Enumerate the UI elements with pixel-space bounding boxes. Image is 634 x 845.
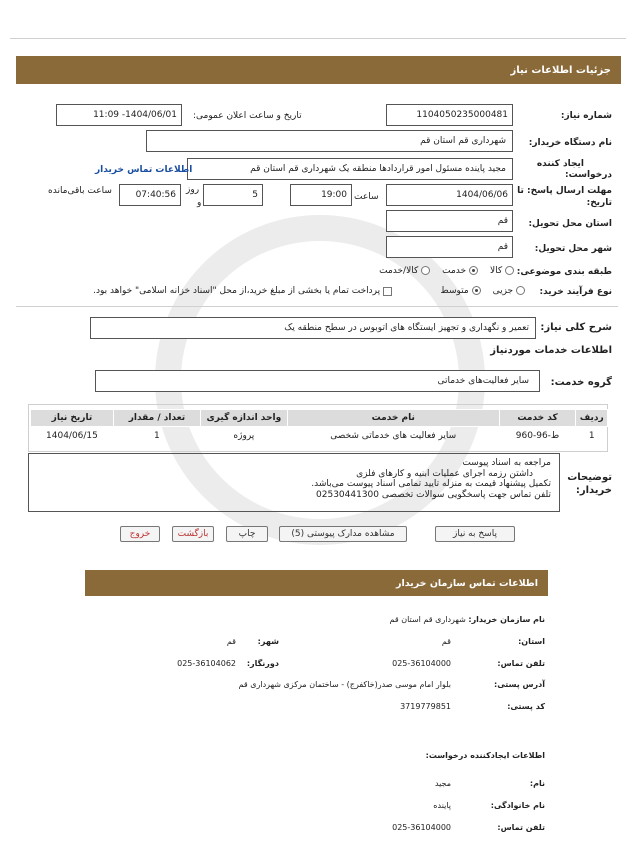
creator-label-1: ایجاد کننده — [536, 159, 584, 169]
contact-title: اطلاعات تماس سازمان خریدار — [395, 577, 538, 589]
reply-button[interactable]: پاسخ به نیاز — [435, 526, 515, 542]
process-label: نوع فرآیند خرید: — [539, 287, 612, 297]
summary-label: شرح کلی نیاز: — [540, 322, 612, 333]
hour-label: ساعت — [354, 192, 379, 202]
contact-phone-value: 025-36104000 — [392, 659, 451, 668]
table-row — [31, 427, 608, 446]
need-number-field — [386, 104, 513, 126]
city-label: شهر محل تحویل: — [534, 244, 612, 254]
days-label: روز — [186, 185, 200, 195]
cell-service-name: سایر فعالیت های خدماتی شخصی — [330, 431, 457, 441]
category-option-goods[interactable] — [490, 266, 514, 276]
page-title: جزئیات اطلاعات نیاز — [510, 64, 611, 76]
contact-address-label: آدرس پستی: — [494, 680, 545, 689]
creator-field — [187, 158, 513, 180]
contact-postal-label: کد پستی: — [507, 702, 545, 711]
province-label: استان محل تحویل: — [528, 219, 612, 229]
service-group-value: سایر فعالیت‌های خدماتی — [437, 376, 529, 386]
notes-label-2: خریدار: — [575, 485, 612, 496]
creator-info-title: اطلاعات ایجادکننده درخواست: — [425, 751, 545, 760]
deadline-date-value: 1404/06/06 — [456, 190, 508, 200]
creator-phone-value: 025-36104000 — [392, 823, 451, 832]
summary-divider — [16, 306, 618, 307]
remaining-label: ساعت باقی‌مانده — [48, 186, 112, 196]
buyer-org-value: شهرداری قم استان قم — [420, 136, 506, 146]
view-attachments-button[interactable]: مشاهده مدارک پیوستی (5) — [279, 526, 407, 542]
top-divider — [10, 38, 626, 39]
creator-name-label: نام: — [529, 779, 545, 788]
need-number-label: شماره نیاز: — [560, 111, 612, 121]
items-table — [30, 409, 608, 445]
days-value: 5 — [252, 190, 258, 200]
process-option-small[interactable] — [493, 286, 525, 296]
deadline-label-2: تاریخ: — [586, 198, 612, 208]
col-service-code: کد خدمت — [499, 410, 576, 427]
back-button[interactable]: بازگشت — [172, 526, 214, 542]
col-need-date: تاریخ نیاز — [31, 410, 114, 427]
announce-label: تاریخ و ساعت اعلان عمومی: — [193, 111, 302, 121]
category-option-both[interactable] — [379, 266, 430, 276]
city-field — [386, 236, 513, 258]
contact-address-value: بلوار امام موسی صدر(خاکفرج) - ساختمان مرکزی شهرداری قم — [238, 680, 451, 689]
creator-name-value: مجید — [434, 779, 451, 788]
category-option-service[interactable] — [442, 266, 478, 276]
deadline-time-value: 19:00 — [321, 190, 347, 200]
print-button[interactable]: چاپ — [226, 526, 268, 542]
notes-line: داشتن رزمه اجرای عملیات ابنیه و کارهای فلزی — [356, 468, 533, 479]
cell-unit: پروژه — [233, 431, 255, 441]
radio-icon — [421, 266, 430, 275]
and-label: و — [197, 198, 202, 208]
col-service-name: نام خدمت — [287, 410, 499, 427]
service-group-field — [95, 370, 540, 392]
province-value: قم — [497, 216, 508, 226]
process-option-medium[interactable] — [440, 286, 480, 296]
col-row-number: ردیف — [576, 410, 608, 427]
contact-phone-label: تلفن تماس: — [497, 659, 545, 668]
col-unit: واحد اندازه گیری — [200, 410, 287, 427]
process-option-medium-label: متوسط — [440, 286, 469, 296]
category-options — [334, 264, 514, 278]
category-option-service-label: خدمت — [442, 266, 467, 276]
deadline-date-field — [386, 184, 513, 206]
notes-line: مراجعه به اسناد پیوست — [462, 458, 551, 468]
remaining-time-field — [119, 184, 181, 206]
contact-province-value: قم — [441, 637, 451, 646]
category-option-both-label: کالا/خدمت — [379, 266, 419, 276]
service-group-label: گروه خدمت: — [550, 377, 612, 388]
creator-label-2: درخواست: — [565, 170, 612, 180]
contact-org-value: شهرداری قم استان قم — [389, 615, 466, 624]
notes-label-1: توضیحات — [567, 472, 612, 483]
col-quantity: تعداد / مقدار — [113, 410, 200, 427]
need-number-value: 1104050235000481 — [416, 110, 508, 120]
summary-value: تعمیر و نگهداری و تجهیز ایستگاه های اتوبوس در سطح منطقه یک — [284, 323, 529, 333]
payment-note — [54, 284, 392, 298]
remaining-time-value: 07:40:56 — [135, 190, 176, 200]
cell-row-number: 1 — [588, 431, 595, 441]
radio-selected-icon — [472, 286, 481, 295]
creator-family-label: نام خانوادگی: — [490, 801, 545, 810]
contact-fax-value: 025-36104062 — [177, 659, 236, 668]
creator-family-value: پاینده — [433, 801, 451, 810]
deadline-label-1: مهلت ارسال پاسخ: تا — [517, 186, 612, 196]
category-option-goods-label: کالا — [489, 266, 503, 276]
page-header — [16, 56, 621, 84]
exit-button[interactable]: خروج — [120, 526, 160, 542]
radio-icon — [516, 286, 525, 295]
category-label: طبقه بندی موضوعی: — [516, 267, 612, 277]
contact-org-label: نام سازمان خریدار: — [468, 615, 545, 624]
creator-phone-label: تلفن تماس: — [497, 823, 545, 832]
notes-line: تکمیل پیشنهاد قیمت به منزله تایید تمامی اسناد پیوست می‌باشد. — [311, 479, 551, 489]
notes-line: تلفن تماس جهت پاسخگویی سوالات تخصصی 02530441300 — [316, 489, 551, 500]
province-field — [386, 210, 513, 232]
radio-icon — [505, 266, 514, 275]
announce-field — [56, 104, 182, 126]
contact-city-value: قم — [226, 637, 236, 646]
checkbox-icon[interactable] — [383, 287, 392, 296]
radio-selected-icon — [469, 266, 478, 275]
contact-province-label: استان: — [518, 637, 545, 646]
contact-buyer-link[interactable]: اطلاعات تماس خریدار — [95, 165, 193, 175]
notes-box — [28, 453, 560, 512]
contact-fax-label: دورنگار: — [246, 659, 279, 668]
deadline-time-field — [290, 184, 352, 206]
contact-city-label: شهر: — [257, 637, 279, 646]
days-field — [203, 184, 263, 206]
contact-header — [85, 570, 548, 596]
process-options — [380, 284, 525, 298]
cell-quantity: 1 — [154, 431, 160, 441]
process-option-small-label: جزیی — [492, 286, 514, 296]
contact-postal-value: 3719779851 — [400, 702, 451, 711]
payment-note-text: پرداخت تمام یا بخشی از مبلغ خرید،از محل "اسناد خزانه اسلامی" خواهد بود. — [93, 286, 381, 296]
table-header-row — [31, 410, 608, 427]
buyer-org-label: نام دستگاه خریدار: — [528, 138, 612, 148]
cell-service-code: ط-96-960 — [515, 431, 560, 441]
announce-value: 1404/06/01- 11:09 — [93, 110, 177, 120]
cell-need-date: 1404/06/15 — [46, 431, 98, 441]
creator-value: مجید پاینده مسئول امور قراردادها منطقه یک شهرداری قم استان قم — [250, 164, 506, 174]
services-section-title: اطلاعات خدمات موردنیاز — [490, 345, 612, 356]
summary-field — [90, 317, 536, 339]
city-value: قم — [497, 242, 508, 252]
contact-org-row — [390, 615, 545, 624]
buyer-org-field — [146, 130, 513, 152]
